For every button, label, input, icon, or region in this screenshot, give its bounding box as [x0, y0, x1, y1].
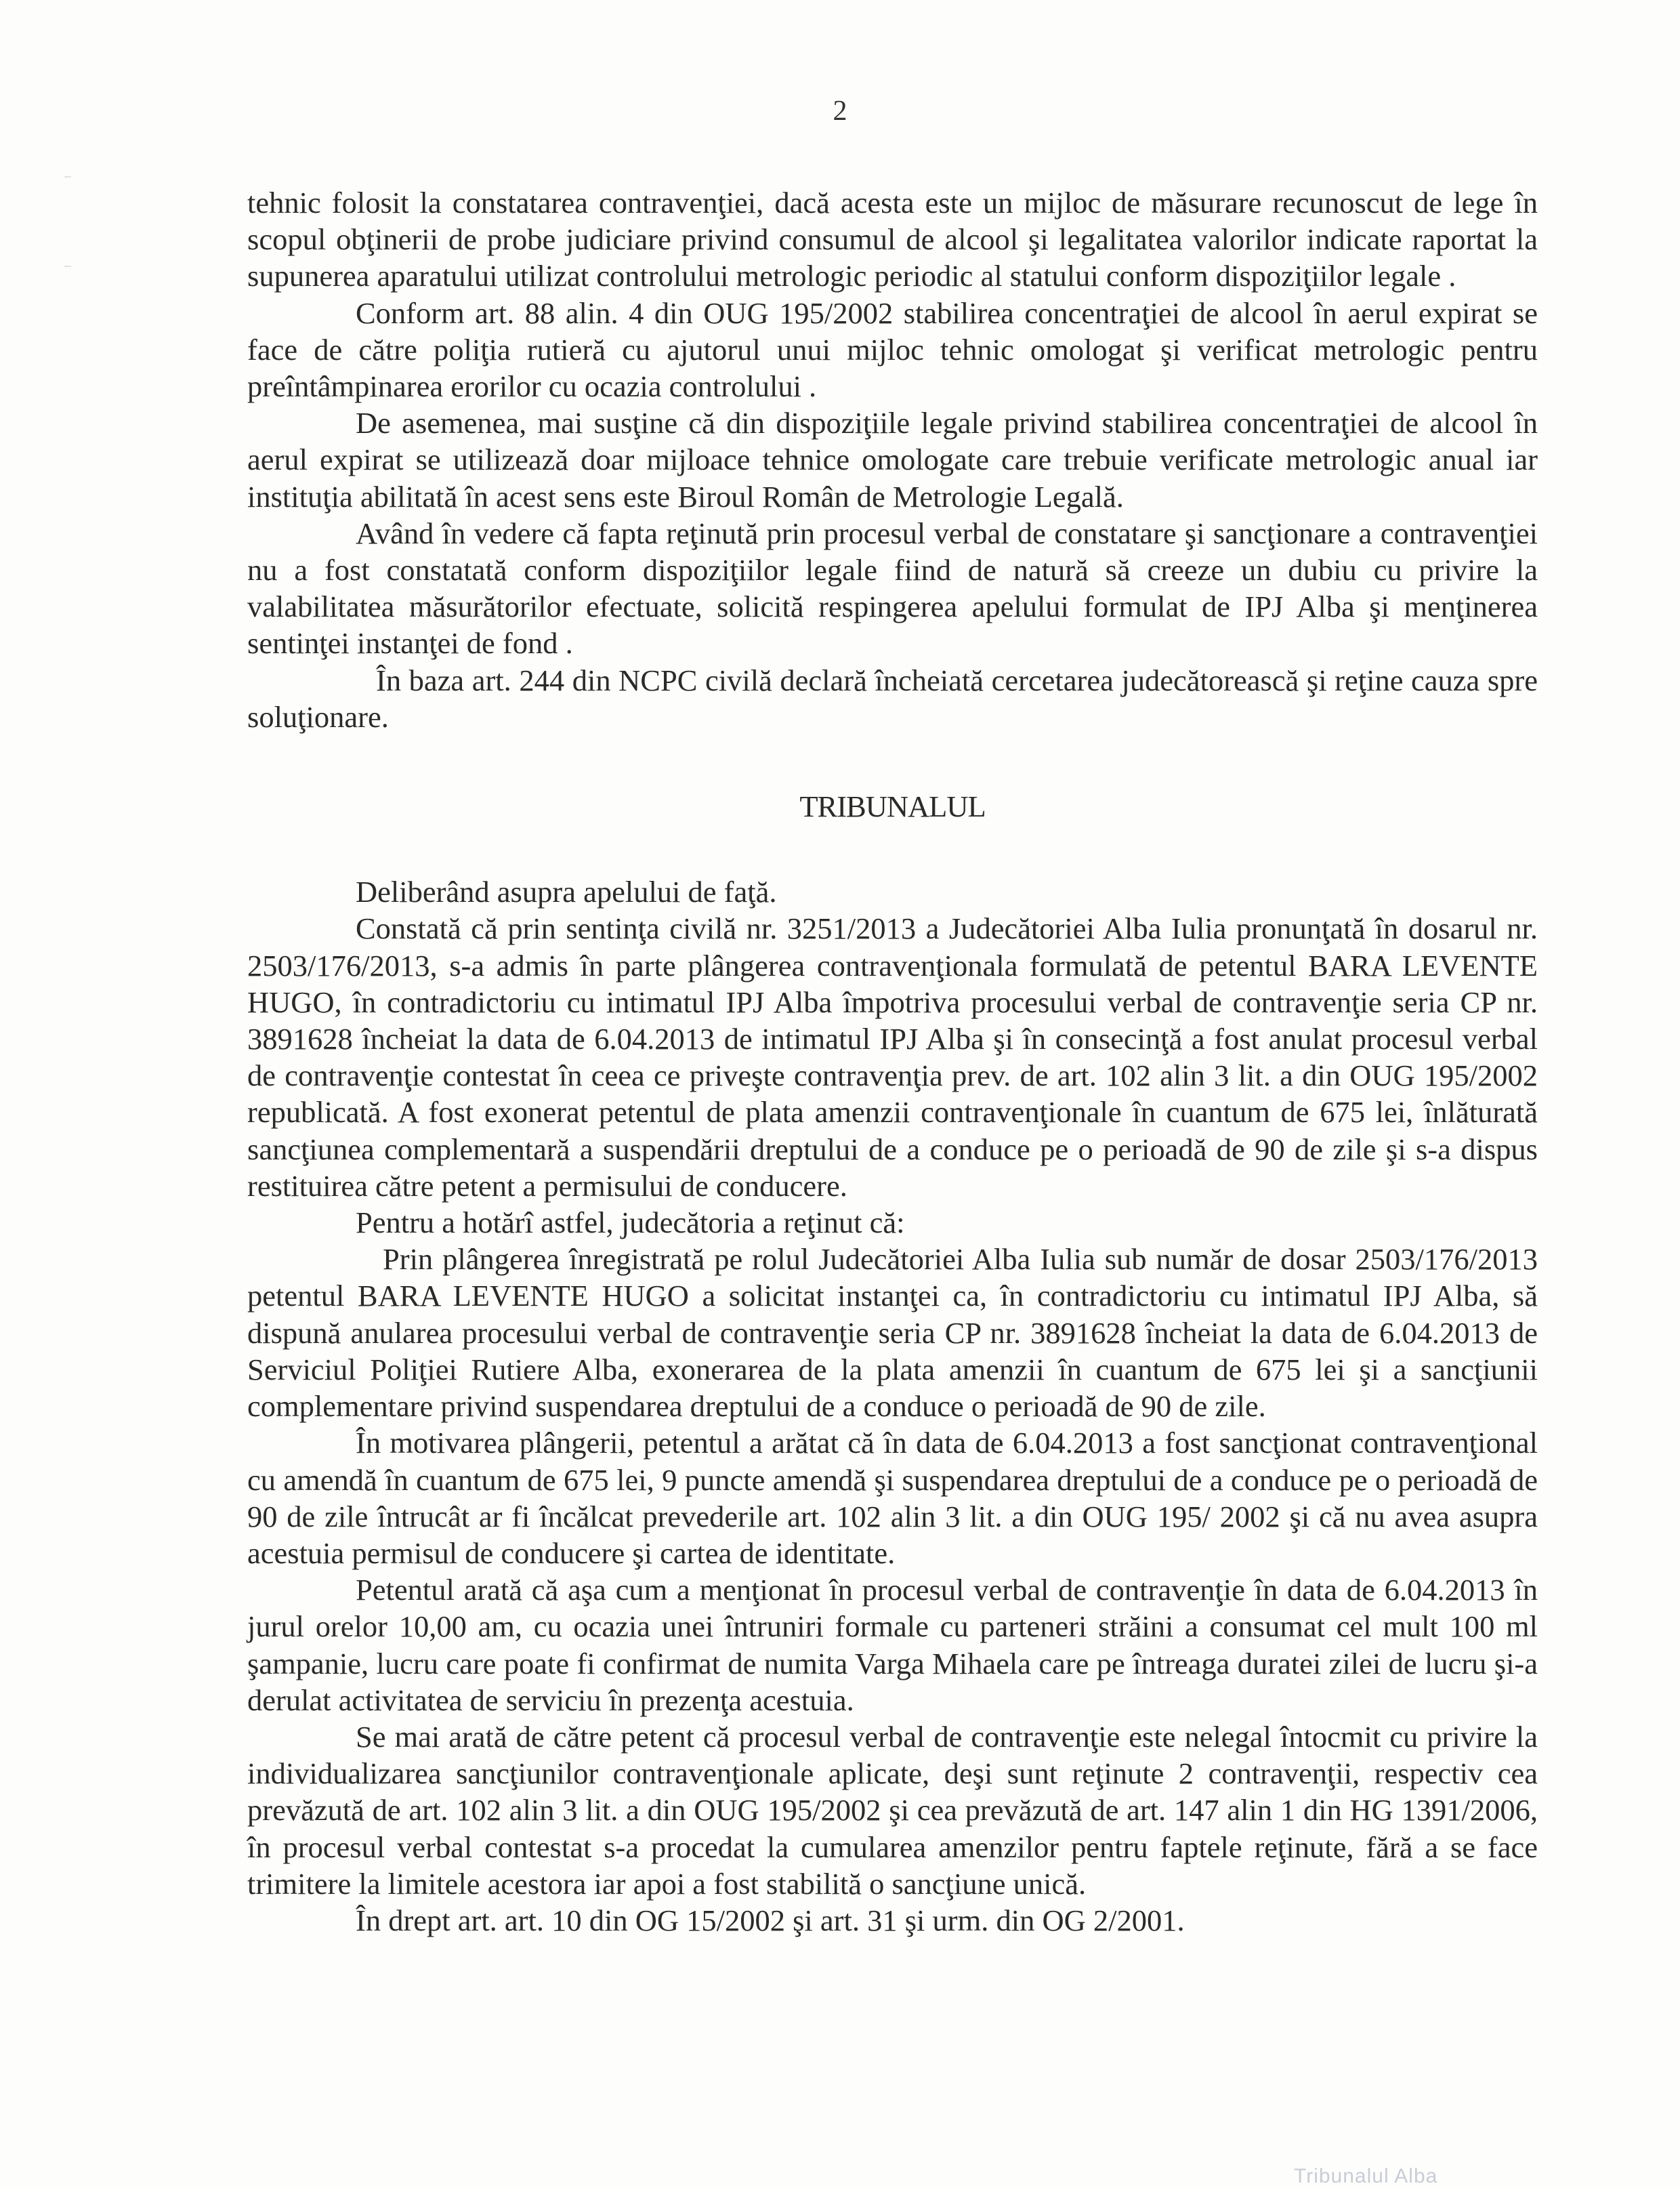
paragraph: De asemenea, mai susţine că din dispoziţiile legale privind stabilirea concentraţiei de alcool în aerul expirat se utilizează doar mijloace tehnice omologate care trebuie verificate metrologic anual iar instituţia abilitată în acest sens este Biroul Român de Metrologie Legală. [247, 406, 1538, 514]
scan-margin-mark [64, 266, 71, 267]
paragraph: tehnic folosit la constatarea contravenţiei, dacă acesta este un mijloc de măsurare recunoscut de lege în scopul obţinerii de probe judiciare privind consumul de alcool şi legalitatea valorilor indicate raportat la supunerea aparatului utilizat controlului metrologic periodic al statului conform dispoziţiilor legale . [247, 186, 1538, 293]
paragraph: În motivarea plângerii, petentul a arătat că în data de 6.04.2013 a fost sancţionat contravenţional cu amendă în cuantum de 675 lei, 9 puncte amendă şi suspendarea dreptului de a conduce pe o perioadă de 90 de zile întrucât ar fi încălcat prevederile art. 102 alin 3 lit. a din OUG 195/ 2002 şi că nu avea asupra acestuia permisul de conducere şi cartea de identitate. [247, 1426, 1538, 1570]
section-title: TRIBUNALUL [799, 789, 986, 824]
paragraph: În baza art. 244 din NCPC civilă declară încheiată cercetarea judecătorească şi reţine cauza spre soluţionare. [247, 663, 1538, 734]
page-number: 2 [833, 96, 847, 127]
scan-margin-mark [64, 176, 71, 178]
paragraph: Pentru a hotărî astfel, judecătoria a reţinut că: [356, 1205, 905, 1240]
paragraph: Petentul arată că aşa cum a menţionat în procesul verbal de contravenţie în data de 6.04.2013 în jurul orelor 10,00 am, cu ocazia unei întruniri formale cu parteneri străini a consumat cel mult 100 ml şampanie, lucru care poate fi confirmat de numita Varga Mihaela care pe întreaga duratei zilei de lucru şi-a derulat activitatea de serviciu în prezenţa acestuia. [247, 1573, 1538, 1717]
paragraph: Deliberând asupra apelului de faţă. [356, 875, 777, 909]
paragraph: Prin plângerea înregistrată pe rolul Judecătoriei Alba Iulia sub număr de dosar 2503/176/2013 petentul BARA LEVENTE HUGO a solicitat instanţei ca, în contradictoriu cu intimatul IPJ Alba, să dispună anularea procesului verbal de contravenţie seria CP nr. 3891628 încheiat la data de 6.04.2013 de Serviciul Poliţiei Rutiere Alba, exonerarea de la plata amenzii în cuantum de 675 lei şi a sancţiunii complementare privind suspendarea dreptului de a conduce o perioadă de 90 de zile. [247, 1242, 1538, 1424]
document-body [247, 184, 1538, 1939]
paragraph: Constată că prin sentinţa civilă nr. 3251/2013 a Judecătoriei Alba Iulia pronunţată în dosarul nr. 2503/176/2013, s-a admis în parte plângerea contravenţionala formulată de petentul BARA LEVENTE HUGO, în contradictoriu cu intimatul IPJ Alba împotriva procesului verbal de contravenţie seria CP nr. 3891628 încheiat la data de 6.04.2013 de intimatul IPJ Alba şi în consecinţă a fost anulat procesul verbal de contravenţie contestat în ceea ce priveşte contravenţia prev. de art. 102 alin 3 lit. a din OUG 195/2002 republicată. A fost exonerat petentul de plata amenzii contravenţionale în cuantum de 675 lei, înlăturată sancţiunea complementară a suspendării dreptului de a conduce pe o perioadă de 90 de zile şi s-a dispus restituirea către petent a permisului de conducere. [247, 911, 1538, 1203]
paragraph: Conform art. 88 alin. 4 din OUG 195/2002 stabilirea concentraţiei de alcool în aerul expirat se face de către poliţia rutieră cu ajutorul unui mijloc tehnic omologat şi verificat metrologic pentru preîntâmpinarea erorilor cu ocazia controlului . [247, 295, 1538, 404]
paragraph: În drept art. art. 10 din OG 15/2002 şi art. 31 şi urm. din OG 2/2001. [356, 1903, 1185, 1937]
paragraph: Se mai arată de către petent că procesul verbal de contravenţie este nelegal întocmit cu privire la individualizarea sancţiunilor contravenţionale aplicate, deşi sunt reţinute 2 contravenţii, respectiv cea prevăzută de art. 102 alin 3 lit. a din OUG 195/2002 şi cea prevăzută de art. 147 alin 1 din HG 1391/2006, în procesul verbal contestat s-a procedat la cumularea amenzilor pentru faptele reţinute, fără a se face trimitere la limitele acestora iar apoi a fost stabilită o sancţiune unică. [247, 1719, 1538, 1901]
paragraph: Având în vedere că fapta reţinută prin procesul verbal de constatare şi sancţionare a contravenţiei nu a fost constatată conform dispoziţiilor legale fiind de natură să creeze un dubiu cu privire la valabilitatea măsurătorilor efectuate, solicită respingerea apelului formulat de IPJ Alba şi menţinerea sentinţei instanţei de fond . [247, 516, 1538, 661]
court-stamp: Tribunalul Alba [1294, 2165, 1438, 2187]
